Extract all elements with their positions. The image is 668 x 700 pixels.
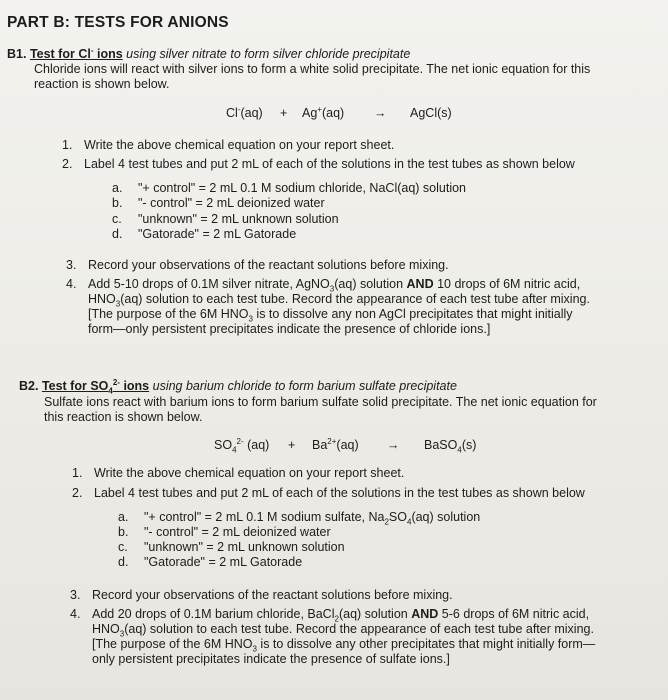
- b2-number: B2.: [19, 379, 39, 393]
- page-title: PART B: TESTS FOR ANIONS: [7, 14, 229, 31]
- b2-equation-arrow: →: [387, 438, 400, 452]
- b2-step-3: 3. Record your observations of the reactant solutions before mixing.: [70, 588, 453, 602]
- b1-equation-product: AgCl(s): [410, 106, 452, 120]
- b1-number: B1.: [7, 47, 27, 61]
- b2-equation-plus: +: [288, 438, 296, 452]
- b1-subitem-a: a. "+ control" = 2 mL 0.1 M sodium chloride, NaCl(aq) solution: [112, 181, 467, 195]
- b1-equation-reactant2: Ag+(aq): [302, 104, 345, 120]
- b2-step-4-line3: [The purpose of the 6M $HNO_3$ is to dissolve any other precipitates that might initially form—: [92, 637, 596, 654]
- b2-heading-bold: Test for $SO_4^{2-}$ ions: [41, 377, 150, 396]
- b2-heading: [19, 379, 457, 394]
- b1-step-4: 4. Add 5-10 drops of 0.1M silver nitrate, AgNO$_3$(aq) solution AND 10 drops of 6M nitric acid,: [66, 277, 581, 294]
- b2-equation-product: BaSO$_4$(s): [424, 438, 477, 455]
- b2-step-2: 2. Label 4 test tubes and put 2 mL of each of the solutions in the test tubes as shown below: [72, 486, 585, 500]
- b1-heading-italic: using silver nitrate to form silver chloride precipitate: [122, 47, 411, 61]
- b2-step-1: 1. Write the above chemical equation on your report sheet.: [72, 466, 405, 480]
- b1-step-4-line4: form—only persistent precipitates indicate the presence of chloride ions.]: [88, 322, 491, 336]
- b1-subitem-b: b. "- control" = 2 mL deionized water: [112, 196, 325, 210]
- b2-equation-reactant2: $Ba^{2+}(aq)$: [312, 436, 359, 452]
- b1-heading: [7, 47, 410, 62]
- b2-intro-line2: this reaction is shown below.: [44, 410, 203, 424]
- b2-subitem-a: a. "+ control" = 2 mL 0.1 M sodium sulfate, $Na_2SO_4(aq)$ solution: [118, 510, 481, 527]
- b2-step-4: 4. Add 20 drops of 0.1M barium chloride, BaCl$_2$(aq) solution AND 5-6 drops of 6M nitric acid,: [70, 607, 590, 624]
- b1-equation-plus: +: [280, 106, 288, 120]
- b1-step-1: 1. Write the above chemical equation on your report sheet.: [62, 138, 395, 152]
- b1-equation-arrow: →: [374, 106, 387, 120]
- b1-step-4-line2: $HNO_3(aq)$ solution to each test tube. Record the appearance of each test tube after mixing.: [88, 292, 590, 309]
- b1-heading-bold: Test for Cl- ions: [29, 45, 123, 61]
- b1-intro-line1: Chloride ions will react with silver ions to form a white solid precipitate. The net ionic equation for this: [34, 62, 591, 76]
- b2-subitem-b: b. "- control" = 2 mL deionized water: [118, 525, 331, 539]
- b2-step-4-line4: only persistent precipitates indicate the presence of sulfate ions.]: [92, 652, 450, 666]
- b2-subitem-d: d. "Gatorade" = 2 mL Gatorade: [118, 555, 303, 569]
- b1-step-3: 3. Record your observations of the reactant solutions before mixing.: [66, 258, 449, 272]
- b1-intro-line2: reaction is shown below.: [34, 77, 170, 91]
- b2-equation-reactant1: $SO_4^{2-}$ (aq): [214, 436, 270, 455]
- b1-equation-reactant1: Cl-(aq): [226, 104, 263, 120]
- b1-step-4-line3: [The purpose of the 6M $HNO_3$ is to dissolve any non AgCl precipitates that might initially: [88, 307, 573, 324]
- b1-step-2: 2. Label 4 test tubes and put 2 mL of each of the solutions in the test tubes as shown below: [62, 157, 575, 171]
- b1-subitem-d: d. "Gatorade" = 2 mL Gatorade: [112, 227, 297, 241]
- b2-step-4-line2: $HNO_3(aq)$ solution to each test tube. Record the appearance of each test tube after mixing.: [92, 622, 594, 639]
- b2-heading-italic: using barium chloride to form barium sulfate precipitate: [149, 379, 457, 393]
- b1-subitem-c: c. "unknown" = 2 mL unknown solution: [112, 212, 339, 226]
- b2-intro-line1: Sulfate ions react with barium ions to form barium sulfate solid precipitate. The net ionic equation for: [44, 395, 597, 409]
- b2-subitem-c: c. "unknown" = 2 mL unknown solution: [118, 540, 345, 554]
